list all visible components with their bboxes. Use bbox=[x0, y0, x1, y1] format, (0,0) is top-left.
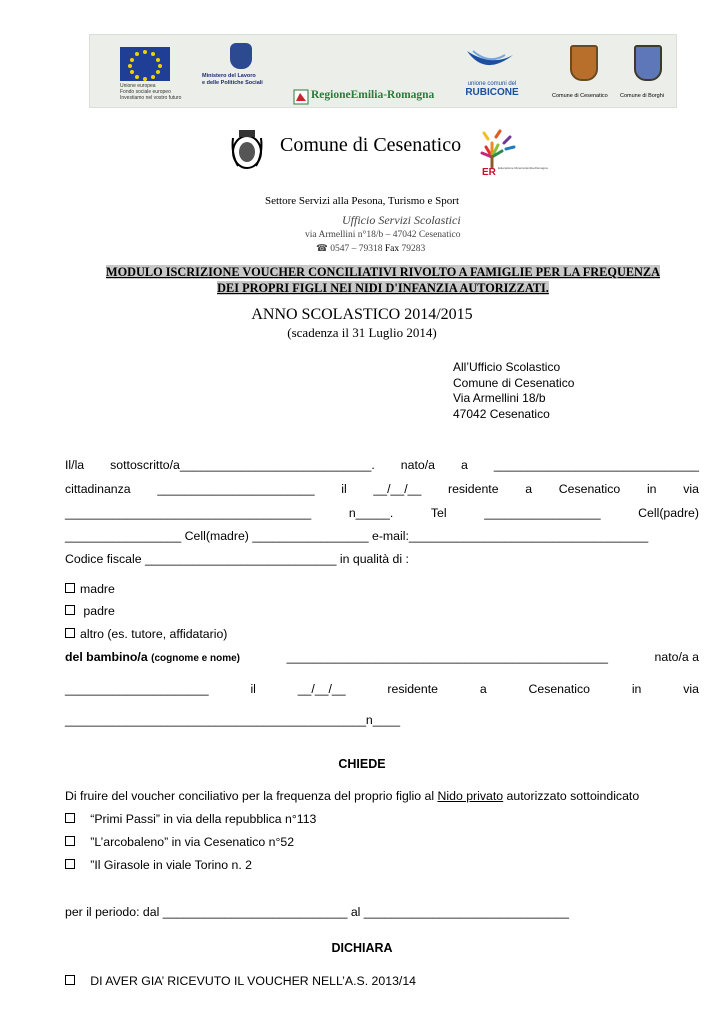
child-row-2 bbox=[65, 682, 699, 696]
er-caption: Educazione Ricerca Emilia-Romagna bbox=[498, 166, 548, 170]
rubicone-caption: unione comuni del RUBICONE bbox=[465, 81, 519, 98]
field-text: residente bbox=[387, 682, 438, 696]
checkbox-icon[interactable] bbox=[65, 813, 75, 823]
option-label: ”L’arcobaleno” in via Cesenatico n°52 bbox=[90, 835, 295, 849]
field-text: Tel bbox=[430, 506, 447, 520]
comune-crest-icon bbox=[230, 128, 264, 170]
child-name-field[interactable]: _______________________________________________ bbox=[286, 650, 608, 664]
child-street-row[interactable]: ____________________________________________n____ bbox=[65, 713, 401, 727]
field-text: Il/la bbox=[65, 458, 85, 472]
applicant-row-2 bbox=[65, 482, 699, 496]
chiede-text bbox=[65, 789, 699, 803]
ministry-caption: Ministero del Lavoro e delle Politiche Sociali bbox=[202, 73, 263, 86]
field-text: il bbox=[341, 482, 347, 496]
checkbox-icon[interactable] bbox=[65, 605, 75, 615]
recipient-line: 47042 Cesenatico bbox=[453, 406, 550, 421]
phone-number: 0547 – 79318 bbox=[327, 244, 385, 254]
nido-privato-link: Nido privato bbox=[437, 789, 504, 803]
settore-label: Settore Servizi alla Pesona, Turismo e Sport bbox=[264, 195, 459, 207]
recipient-line: All’Ufficio Scolastico bbox=[453, 360, 561, 374]
birthplace-field[interactable]: ______________________________ bbox=[493, 458, 699, 472]
checkbox-icon[interactable] bbox=[65, 975, 75, 985]
periodo-row[interactable]: per il periodo: dal ___________________________ al ______________________________ bbox=[65, 905, 569, 919]
field-text: nato/a bbox=[400, 458, 435, 472]
phone-icon: ☎ bbox=[316, 244, 328, 254]
dichiara-option-1[interactable] bbox=[65, 974, 416, 988]
field-text: Cesenatico bbox=[528, 682, 590, 696]
option-label: DI AVER GIA’ RICEVUTO IL VOUCHER NELL’A.S. 2013/14 bbox=[90, 974, 417, 988]
office-address: via Armellini n°18/b – 47042 Cesenatico bbox=[305, 230, 461, 240]
child-row-1 bbox=[65, 650, 699, 664]
fax-number: 79283 bbox=[399, 244, 426, 254]
nido-option-3[interactable] bbox=[65, 858, 252, 872]
birthdate-field[interactable]: __/__/__ bbox=[373, 482, 422, 496]
field-text: nato/a a bbox=[654, 650, 699, 664]
cittadinanza-field[interactable]: _______________________ bbox=[157, 482, 315, 496]
header-logo-band bbox=[89, 34, 677, 108]
borghi-shield-caption: Comune di Borghi bbox=[620, 93, 665, 99]
regione-logo: RegioneEmilia-Romagna bbox=[294, 89, 436, 105]
option-padre[interactable] bbox=[65, 604, 115, 618]
field-text: residente bbox=[447, 482, 499, 496]
applicant-row-4[interactable]: _________________ Cell(madre) _________________ e-mail:___________________________________ bbox=[65, 529, 649, 543]
field-text: a bbox=[479, 682, 487, 696]
rubicone-logo-icon bbox=[465, 49, 515, 75]
form-title bbox=[95, 264, 671, 296]
checkbox-icon[interactable] bbox=[65, 859, 75, 869]
field-text: via bbox=[683, 482, 699, 496]
field-text: Cell(padre) bbox=[638, 506, 699, 520]
eu-flag-icon bbox=[120, 47, 170, 81]
field-text: in bbox=[646, 482, 657, 496]
street-number-field[interactable]: n_____. bbox=[348, 506, 394, 520]
recipient-address bbox=[453, 360, 574, 422]
field-text: via bbox=[683, 682, 699, 696]
option-label: altro (es. tutore, affidatario) bbox=[80, 627, 228, 641]
codice-fiscale-row[interactable]: Codice fiscale ____________________________ in qualità di : bbox=[65, 552, 409, 566]
ufficio-label: Ufficio Servizi Scolastici bbox=[342, 213, 461, 227]
child-birthdate-field[interactable]: __/__/__ bbox=[297, 682, 346, 696]
option-label: padre bbox=[80, 604, 115, 618]
child-label-bold: del bambino/a bbox=[65, 650, 148, 664]
option-label: “Primi Passi” in via della repubblica n°113 bbox=[90, 812, 317, 826]
eu-caption: Unione europea Fondo sociale europeo Investiamo nel vostro futuro bbox=[120, 83, 182, 101]
cesenatico-shield-caption: Comune di Cesenatico bbox=[552, 93, 608, 99]
field-text: a bbox=[525, 482, 533, 496]
checkbox-icon[interactable] bbox=[65, 628, 75, 638]
cesenatico-shield-icon bbox=[570, 45, 598, 81]
field-text: cittadinanza bbox=[65, 482, 131, 496]
er-tree-logo-icon bbox=[478, 127, 548, 183]
street-field[interactable]: ____________________________________ bbox=[65, 506, 312, 520]
checkbox-icon[interactable] bbox=[65, 583, 75, 593]
ministry-emblem-icon bbox=[230, 43, 252, 69]
applicant-row-3 bbox=[65, 506, 699, 520]
checkbox-icon[interactable] bbox=[65, 836, 75, 846]
field-text: in bbox=[631, 682, 642, 696]
nido-option-1[interactable] bbox=[65, 812, 316, 826]
option-altro[interactable] bbox=[65, 627, 227, 641]
child-label-small: (cognome e nome) bbox=[151, 653, 241, 664]
chiede-heading: CHIEDE bbox=[338, 757, 386, 771]
field-text: a bbox=[460, 458, 468, 472]
comune-title: Comune di Cesenatico bbox=[280, 134, 462, 156]
field-text: Cesenatico bbox=[558, 482, 621, 496]
nido-option-2[interactable] bbox=[65, 835, 294, 849]
chiede-text-part: Di fruire del voucher conciliativo per la frequenza del proprio figlio al bbox=[65, 789, 438, 803]
child-birthplace-field[interactable]: _____________________ bbox=[65, 682, 209, 696]
anno-scolastico: ANNO SCOLASTICO 2014/2015 bbox=[251, 306, 473, 323]
borghi-shield-icon bbox=[634, 45, 662, 81]
child-label bbox=[65, 650, 240, 664]
field-text: il bbox=[250, 682, 256, 696]
fax-label: Fax bbox=[384, 244, 400, 254]
scadenza: (scadenza il 31 Luglio 2014) bbox=[287, 325, 437, 340]
office-phone bbox=[316, 243, 425, 254]
form-title-text: MODULO ISCRIZIONE VOUCHER CONCILIATIVI RIVOLTO A FAMIGLIE PER LA FREQUENZA DEI PROPRI FIGLI NEI NIDI D'INFANZIA AUTORIZZATI. bbox=[106, 265, 660, 295]
option-label: madre bbox=[80, 582, 115, 596]
sottoscritto-field[interactable]: sottoscritto/a____________________________. bbox=[110, 458, 375, 472]
option-label: ”Il Girasole in viale Torino n. 2 bbox=[90, 858, 253, 872]
dichiara-heading: DICHIARA bbox=[331, 941, 393, 955]
phone-field[interactable]: _________________ bbox=[484, 506, 601, 520]
recipient-line: Comune di Cesenatico bbox=[453, 375, 575, 390]
recipient-line: Via Armellini 18/b bbox=[453, 391, 546, 405]
chiede-text-part: autorizzato sottoindicato bbox=[503, 789, 640, 803]
applicant-row-1 bbox=[65, 458, 699, 472]
er-badge: ER bbox=[482, 167, 496, 178]
option-madre[interactable] bbox=[65, 582, 115, 596]
